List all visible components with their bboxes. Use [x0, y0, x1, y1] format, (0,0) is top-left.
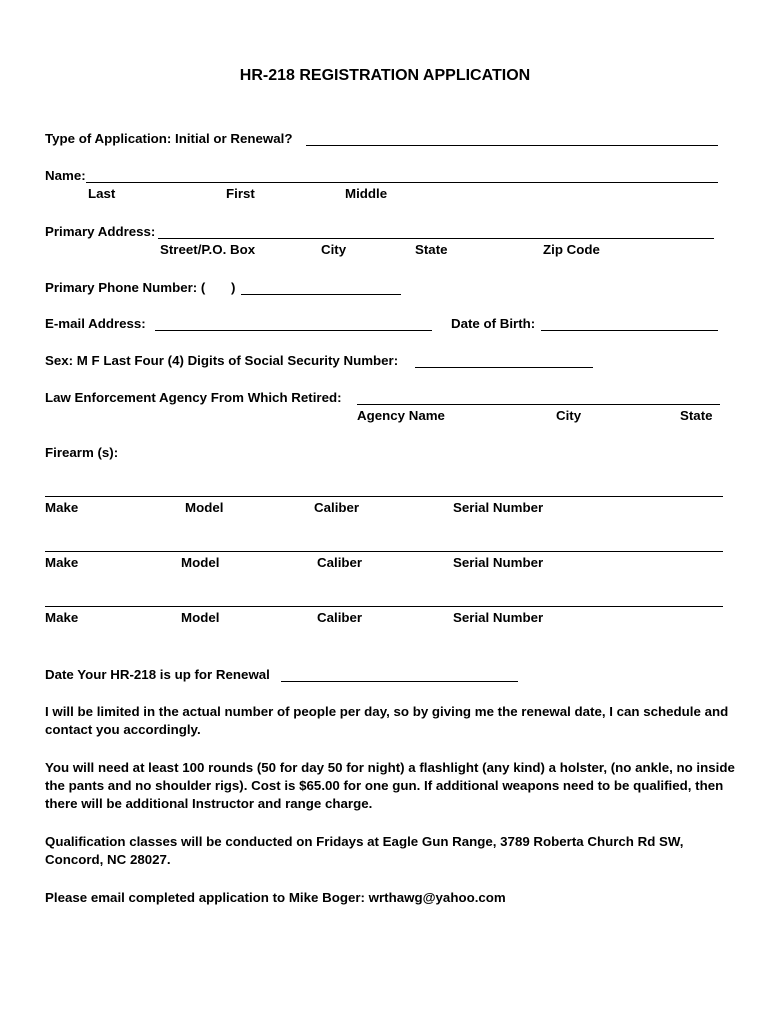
primary-phone-label: Primary Phone Number: (	[45, 280, 206, 295]
email-line[interactable]	[155, 330, 432, 331]
type-of-application-label: Type of Application: Initial or Renewal?	[45, 131, 293, 146]
firearm-2-caliber: Caliber	[317, 555, 363, 570]
name-sub-last: Last	[88, 186, 116, 201]
name-label: Name:	[45, 168, 86, 183]
dob-label: Date of Birth:	[451, 316, 536, 331]
primary-phone-close-paren: )	[231, 280, 236, 295]
agency-line[interactable]	[357, 404, 720, 405]
agency-sub-state: State	[680, 408, 713, 423]
name-sub-middle: Middle	[345, 186, 388, 201]
renewal-date-line[interactable]	[281, 681, 518, 682]
paragraph-requirements: You will need at least 100 rounds (50 for day 50 for night) a flashlight (any kind) a holster, (no ankle, no inside the pants and no shoulder rigs). Cost is $65.00 for one gun. If additional weapons need to be qualified, then there will be additional Instructor and range charge.	[45, 760, 735, 811]
name-line[interactable]	[86, 182, 718, 183]
ssn-line[interactable]	[415, 367, 593, 368]
firearm-3-caliber: Caliber	[317, 610, 363, 625]
firearm-line-2[interactable]	[45, 551, 723, 552]
firearm-1-make: Make	[45, 500, 79, 515]
paragraph-limit-notice: I will be limited in the actual number of people per day, so by giving me the renewal date, I can schedule and contact you accordingly.	[45, 704, 729, 737]
paragraph-location: Qualification classes will be conducted on Fridays at Eagle Gun Range, 3789 Roberta Church Rd SW, Concord, NC 28027.	[45, 834, 684, 867]
address-sub-street: Street/P.O. Box	[160, 242, 256, 257]
address-sub-zip: Zip Code	[543, 242, 600, 257]
firearm-2-make: Make	[45, 555, 79, 570]
firearm-1-model: Model	[185, 500, 224, 515]
paragraph-contact: Please email completed application to Mike Boger: wrthawg@yahoo.com	[45, 890, 506, 905]
agency-sub-name: Agency Name	[357, 408, 445, 423]
name-sub-first: First	[226, 186, 255, 201]
firearm-2-serial: Serial Number	[453, 555, 544, 570]
primary-address-line[interactable]	[158, 238, 714, 239]
primary-address-label: Primary Address:	[45, 224, 156, 239]
sex-ssn-label: Sex: M F Last Four (4) Digits of Social Security Number:	[45, 353, 399, 368]
firearms-label: Firearm (s):	[45, 445, 119, 460]
firearm-1-serial: Serial Number	[453, 500, 544, 515]
renewal-date-label: Date Your HR-218 is up for Renewal	[45, 667, 270, 682]
agency-label: Law Enforcement Agency From Which Retired:	[45, 390, 342, 405]
dob-line[interactable]	[541, 330, 718, 331]
firearm-3-model: Model	[181, 610, 220, 625]
firearm-line-3[interactable]	[45, 606, 723, 607]
firearm-line-1[interactable]	[45, 496, 723, 497]
firearm-3-make: Make	[45, 610, 79, 625]
page-title: HR-218 REGISTRATION APPLICATION	[239, 67, 531, 84]
firearm-2-model: Model	[181, 555, 220, 570]
address-sub-state: State	[415, 242, 448, 257]
email-label: E-mail Address:	[45, 316, 146, 331]
primary-phone-line[interactable]	[241, 294, 401, 295]
firearm-1-caliber: Caliber	[314, 500, 360, 515]
firearm-3-serial: Serial Number	[453, 610, 544, 625]
type-of-application-line[interactable]	[306, 145, 718, 146]
address-sub-city: City	[321, 242, 347, 257]
agency-sub-city: City	[556, 408, 582, 423]
